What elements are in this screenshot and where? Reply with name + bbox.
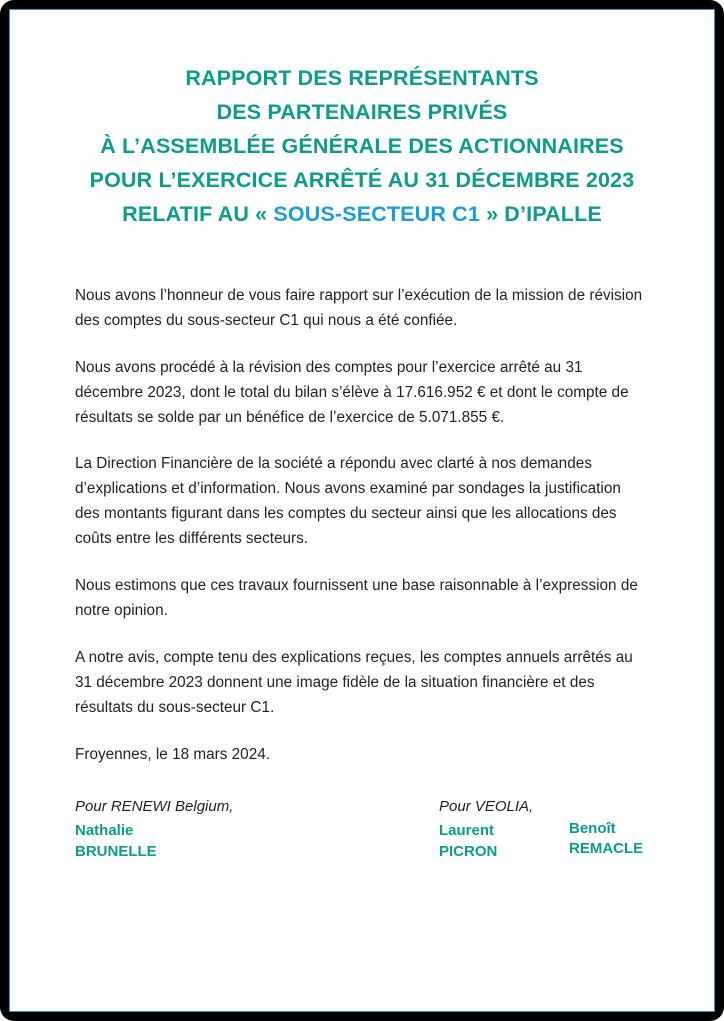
paragraph-opinion: A notre avis, compte tenu des explications reçues, les comptes annuels arrêtés au 31 décembre 2023 donnent une image fidèle de la situation financière et des résultats du sous-secteur C1. [75,648,633,716]
title-line-5-suffix: » D’IPALLE [479,201,602,226]
document-title [66,62,658,232]
signature-veolia-first-name: Laurent [439,822,495,840]
signature-veolia-second-last-name: REMACLE [569,840,644,858]
place-and-date: Froyennes, le 18 mars 2024. [75,745,270,763]
document-body [66,284,658,768]
document-sheet [10,10,714,1011]
title-line-5 [66,198,658,232]
title-line-4: POUR L’EXERCICE ARRÊTÉ AU 31 DÉCEMBRE 2023 [89,167,635,192]
title-line-5-accent: SOUS-SECTEUR C1 [273,201,480,226]
signature-veolia [439,796,533,863]
title-line-1: RAPPORT DES REPRÉSENTANTS [185,66,539,90]
paragraph-financial-figures: Nous avons procédé à la révision des comptes pour l’exercice arrêté au 31 décembre 2023, dont le total du bilan s’élève à 17.616.952 € et dont le compte de résultats se solde par un bénéfice de l’exercice de 5.071.855 €. [75,358,629,426]
paragraph-mission-scope: Nous avons l’honneur de vous faire rapport sur l’exécution de la mission de révision des comptes du sous-secteur C1 qui nous a été confiée. [75,286,643,329]
signature-veolia-second [569,796,643,860]
title-line-3: À L’ASSEMBLÉE GÉNÉRALE DES ACTIONNAIRES [100,133,624,158]
document-page-inner [9,9,715,1012]
signature-renewi-last-name: BRUNELLE [75,843,157,861]
paragraph-audit-procedures: La Direction Financière de la société a répondu avec clarté à nos demandes d’explications et d’information. Nous avons examiné par sondages la justification des montants figurant dans les comptes du secteur ainsi que les allocations des coûts entre les différents secteurs. [75,455,621,548]
paragraph-basis-for-opinion: Nous estimons que ces travaux fournissent une base raisonnable à l’expression de notre opinion. [75,577,638,620]
signature-veolia-last-name: PICRON [439,843,498,861]
title-line-5-prefix: RELATIF AU « [122,201,274,226]
signature-renewi [75,796,233,863]
signature-veolia-label: Pour VEOLIA, [439,797,534,815]
signature-veolia-second-first-name: Benoît [569,819,616,837]
signature-veolia-second-spacer [569,796,643,819]
title-line-2: DES PARTENAIRES PRIVÉS [216,99,508,124]
signature-renewi-label: Pour RENEWI Belgium, [75,797,234,815]
signature-block [66,796,658,874]
signature-renewi-first-name: Nathalie [75,822,134,840]
